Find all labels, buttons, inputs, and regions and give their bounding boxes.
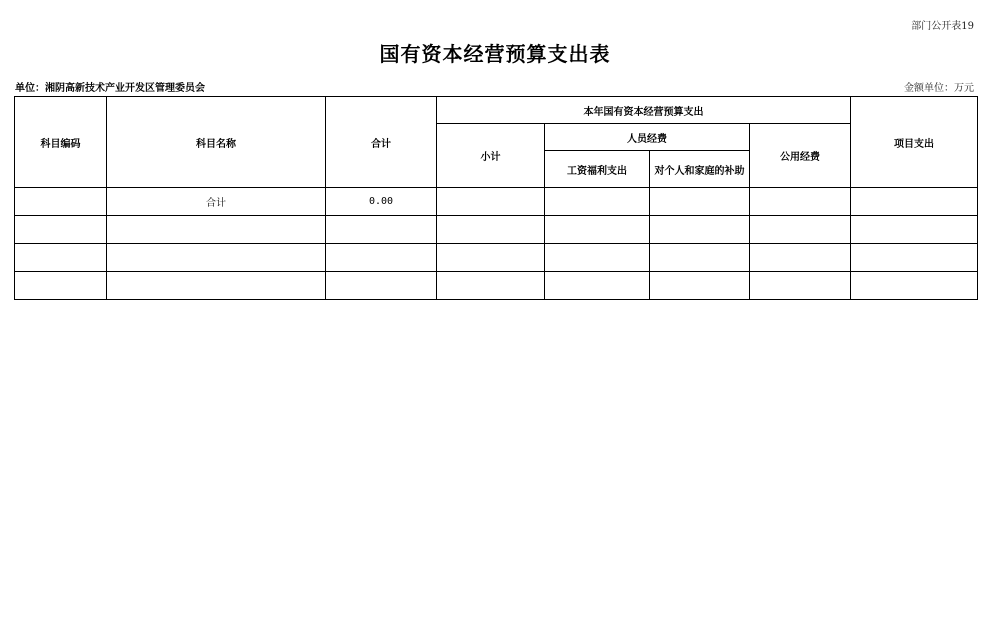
header-project: 项目支出	[851, 97, 978, 188]
cell-wages	[545, 244, 650, 272]
cell-project	[851, 216, 978, 244]
reporting-unit: 单位：湘阴高新技术产业开发区管理委员会	[15, 83, 205, 94]
budget-table	[14, 96, 978, 300]
table-row	[15, 272, 978, 300]
cell-subtotal	[437, 188, 545, 216]
header-personnel: 人员经费	[545, 124, 750, 151]
header-name: 科目名称	[107, 97, 326, 188]
cell-name: 合计	[107, 188, 326, 216]
cell-name	[107, 216, 326, 244]
cell-subsidies	[650, 216, 750, 244]
header-subsidies: 对个人和家庭的补助	[650, 151, 750, 188]
cell-code	[15, 244, 107, 272]
cell-total: 0.00	[326, 188, 437, 216]
cell-code	[15, 272, 107, 300]
header-current-year: 本年国有资本经营预算支出	[437, 97, 851, 124]
cell-code	[15, 188, 107, 216]
table-row	[15, 216, 978, 244]
cell-wages	[545, 216, 650, 244]
cell-wages	[545, 188, 650, 216]
cell-total	[326, 272, 437, 300]
currency-unit: 金额单位：万元	[904, 83, 974, 94]
cell-project	[851, 188, 978, 216]
header-wages: 工资福利支出	[545, 151, 650, 188]
cell-total	[326, 216, 437, 244]
cell-project	[851, 272, 978, 300]
form-number: 部门公开表19	[911, 21, 974, 32]
header-subtotal: 小计	[437, 124, 545, 188]
cell-subtotal	[437, 216, 545, 244]
table-row	[15, 188, 978, 216]
cell-public	[750, 272, 851, 300]
cell-subsidies	[650, 244, 750, 272]
page-title: 国有资本经营预算支出表	[379, 42, 611, 66]
header-public: 公用经费	[750, 124, 851, 188]
cell-subtotal	[437, 244, 545, 272]
table-row	[15, 244, 978, 272]
cell-subsidies	[650, 188, 750, 216]
cell-public	[750, 216, 851, 244]
cell-project	[851, 244, 978, 272]
cell-total	[326, 244, 437, 272]
cell-name	[107, 272, 326, 300]
cell-subsidies	[650, 272, 750, 300]
header-code: 科目编码	[15, 97, 107, 188]
cell-public	[750, 244, 851, 272]
cell-wages	[545, 272, 650, 300]
header-total: 合计	[326, 97, 437, 188]
cell-subtotal	[437, 272, 545, 300]
cell-public	[750, 188, 851, 216]
cell-code	[15, 216, 107, 244]
cell-name	[107, 244, 326, 272]
